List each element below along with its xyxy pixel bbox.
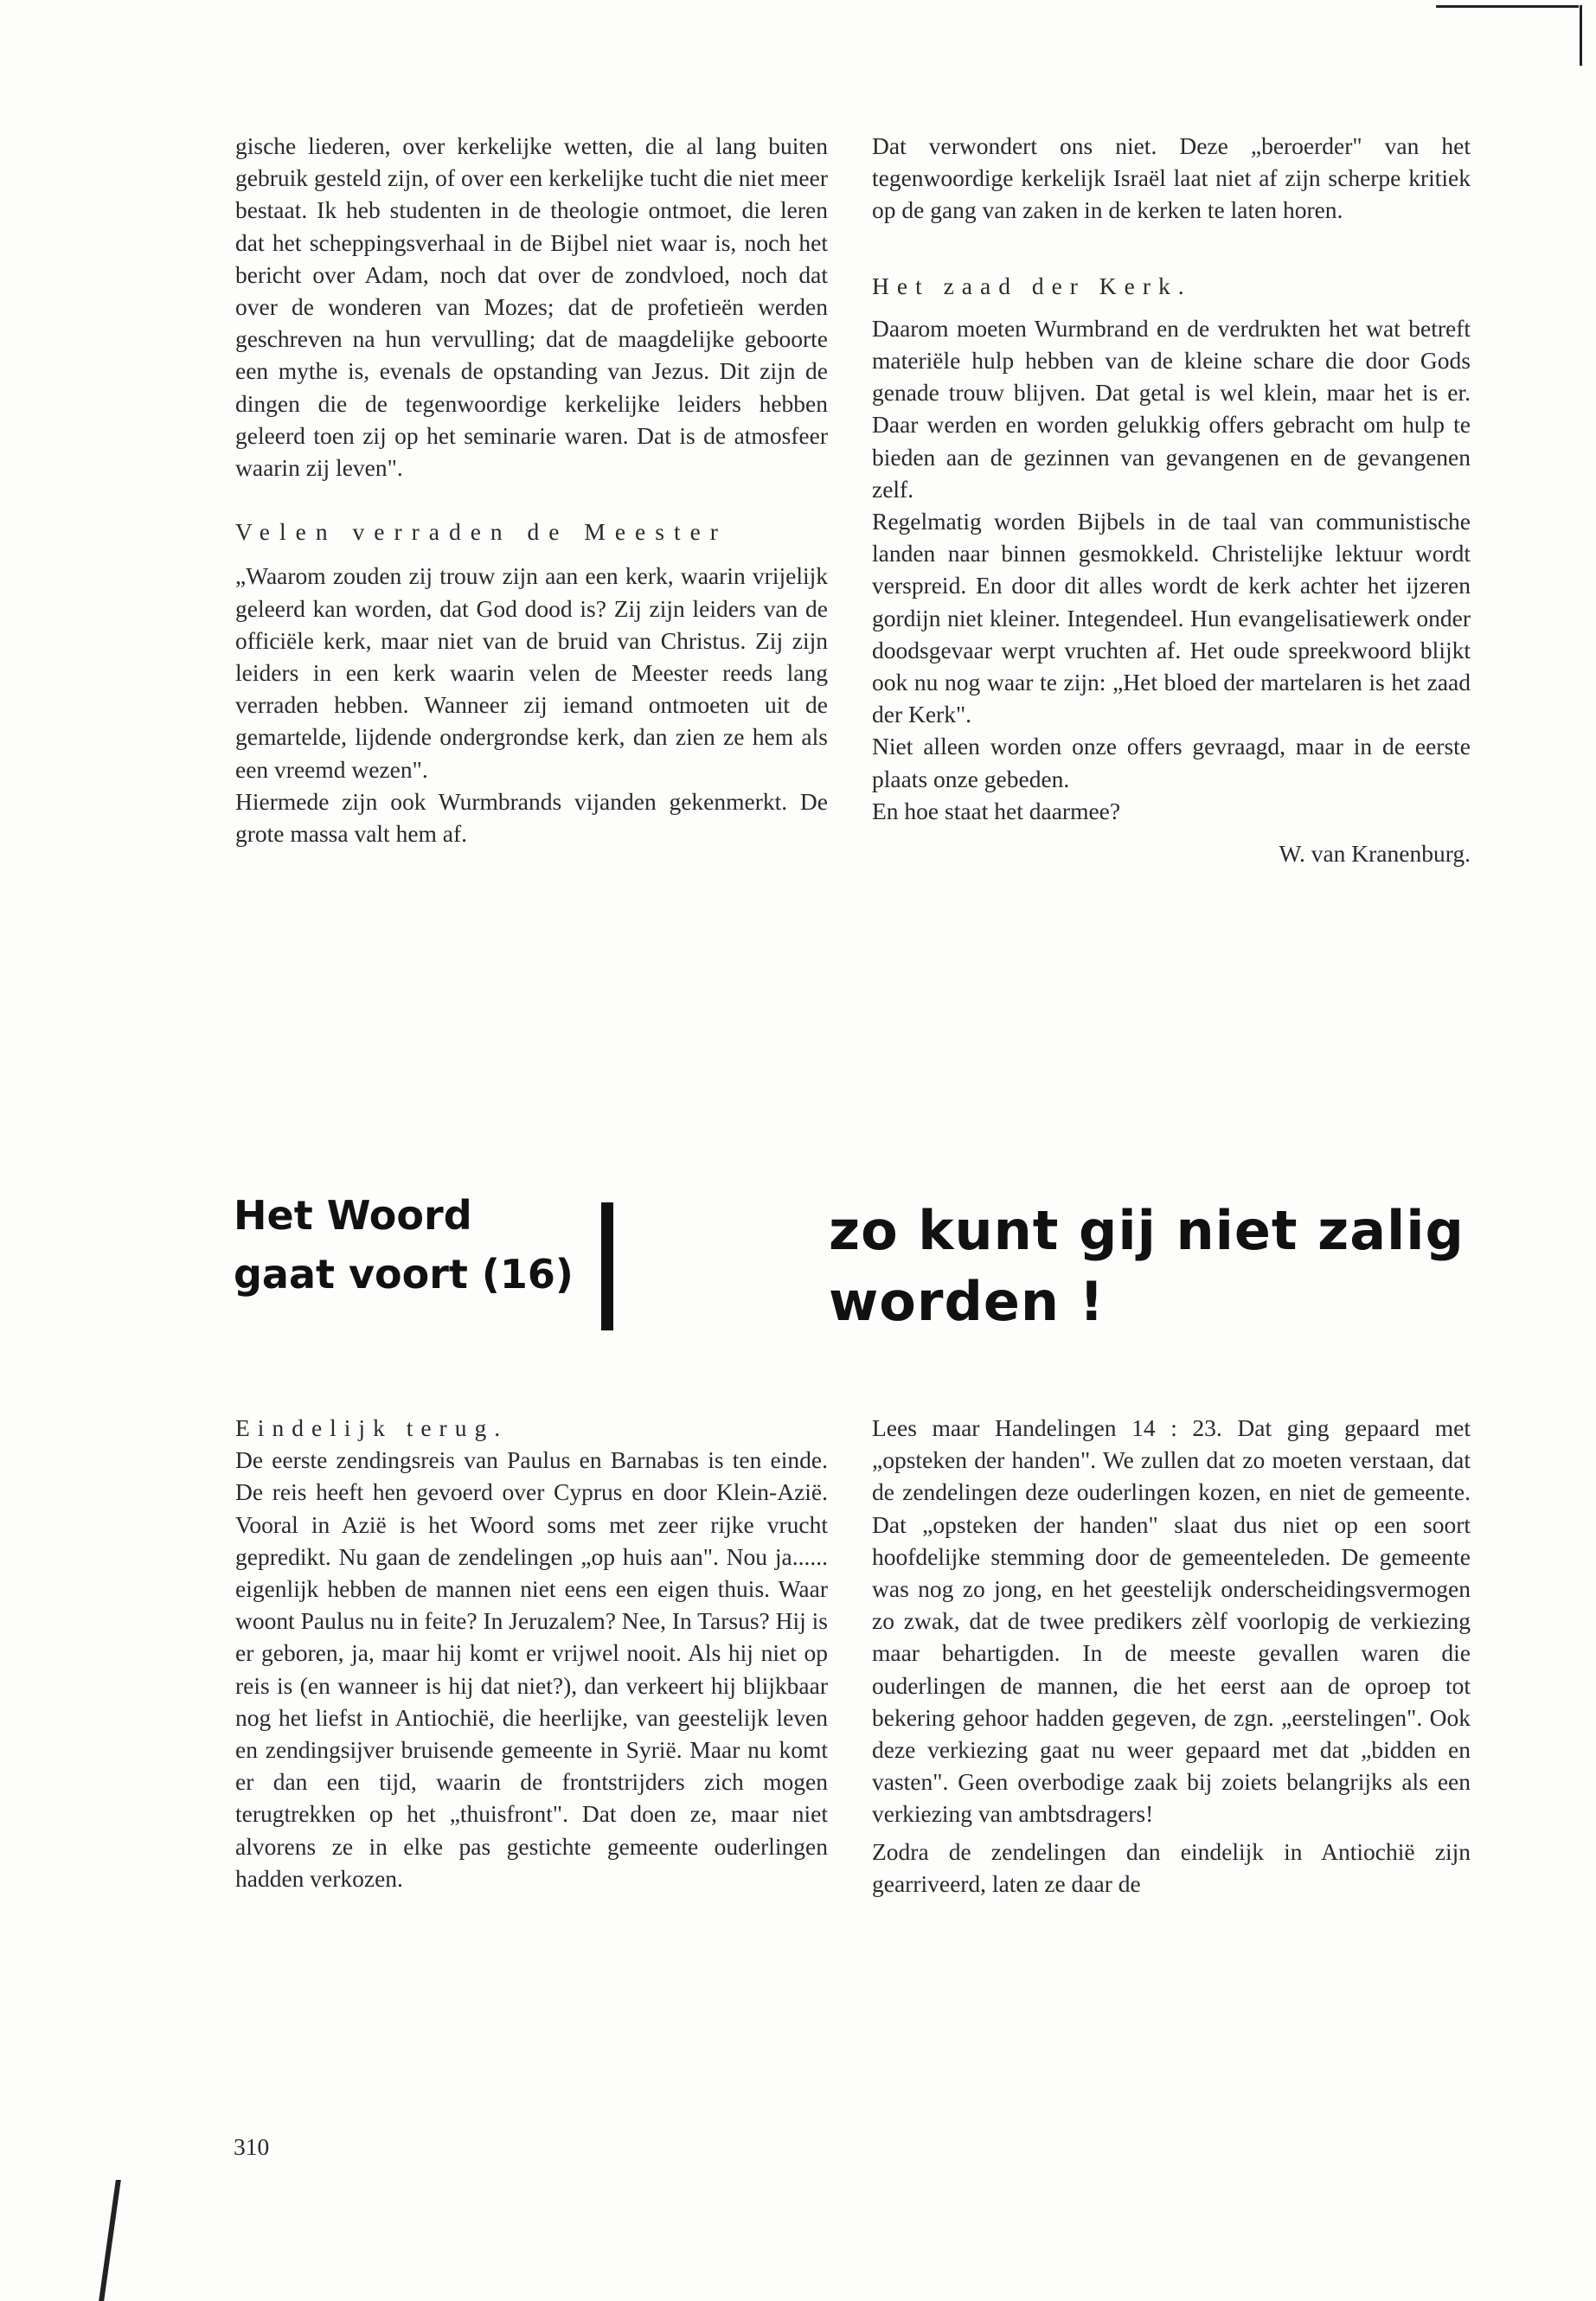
section-heading: Het zaad der Kerk. (872, 272, 1192, 299)
paragraph: gische liederen, over kerkelijke wetten, die al lang buiten gebruik gesteld zijn, of over een kerkelijke tucht die niet meer bestaat. Ik heb studenten in de theologie ontmoet, die leren dat het scheppingsverhaal in de Bijbel niet waar is, noch het bericht over Adam, noch dat over de zondvloed, noch dat over de wonderen van Mozes; dat de profetieën werden geschreven na hun vervulling; dat de maagdelijke geboorte een mythe is, evenals de opstanding van Jezus. Dit zijn de dingen die de tegenwoordige kerkelijke leiders hebben geleerd toen zij op het seminarie waren. Dat is de atmosfeer waarin zij leven". (235, 132, 828, 482)
paragraph: Lees maar Handelingen 14 : 23. Dat ging gepaard met „opsteken der handen". We zullen dat zo moeten verstaan, dat de zendelingen deze ouderlingen kozen, en niet de gemeente. Dat „opsteken der handen" slaat dus niet op een soort hoofdelijke stemming door de gemeenteleden. De gemeente was nog zo jong, en het geestelijk onderscheidingsvermogen zo zwak, dat de twee predikers zèlf voorlopig de verkiezing maar behartigden. In de meeste gevallen waren die ouderlingen de mannen, die het eerst aan de oproep tot bekering gehoor hadden gegeven, de zgn. „eerstelingen". Ook deze verkiezing gaat nu weer gepaard met dat „bidden en vasten". Geen overbodige zaak bij zoiets belangrijks als een verkiezing van ambtsdragers! (872, 1414, 1471, 1828)
scan-edge-top (1436, 5, 1579, 8)
series-title-line2: gaat voort (16) (234, 1251, 574, 1298)
scan-edge-right (1580, 5, 1582, 66)
bottom-right-column (872, 1412, 1471, 1900)
banner-divider (601, 1202, 613, 1330)
top-left-column (235, 130, 828, 849)
section-heading: Velen verraden de Meester (235, 518, 727, 546)
series-title-line1: Het Woord (234, 1192, 472, 1239)
paragraph: De eerste zendingsreis van Paulus en Barnabas is ten einde. De reis heeft hen gevoerd over Cyprus en door Klein-Azië. Vooral in Azië is het Woord soms met zeer rijke vrucht gepredikt. Nu gaan de zendelingen „op huis aan". Nou ja...... eigenlijk hebben de mannen niet eens een eigen thuis. Waar woont Paulus nu in feite? In Jeruzalem? Nee, In Tarsus? Hij is er geboren, ja, maar hij komt er vrijwel nooit. Als hij niet op reis is (en wanneer is hij dat niet?), dan verkeert hij blijkbaar nog het liefst in Antiochië, die heerlijke, van geestelijk leven en zendingsijver bruisende gemeente in Syrië. Maar nu komt er dan een tijd, waarin de frontstrijders zich mogen terugtrekken op het „thuisfront". Dat doen ze, maar niet alvorens ze in elke pas gestichte gemeente ouderlingen hadden verkozen. (235, 1446, 828, 1892)
section-heading: Eindelijk terug. (235, 1414, 509, 1441)
article-title-line2: worden ! (829, 1270, 1105, 1333)
signature: W. van Kranenburg. (1279, 840, 1471, 868)
page-number: 310 (234, 2133, 270, 2160)
paragraph: Hiermede zijn ook Wurmbrands vijanden gekenmerkt. De grote massa valt hem af. (235, 787, 828, 848)
paragraph: Zodra de zendelingen dan eindelijk in Antiochië zijn gearriveerd, laten ze daar de (872, 1837, 1471, 1897)
scan-edge-bottom-left (99, 2180, 121, 2301)
paragraph: Niet alleen worden onze offers gevraagd, maar in de eerste plaats onze gebeden. (872, 733, 1471, 792)
article-title-line1: zo kunt gij niet zalig (829, 1199, 1465, 1262)
paragraph: Regelmatig worden Bijbels in de taal van communistische landen naar binnen gesmokkeld. Christelijke lektuur wordt verspreid. En door dit alles wordt de kerk achter het ijzeren gordijn niet kleiner. Integendeel. Hun evangelisatiewerk onder doodsgevaar werpt vruchten af. Het oude spreekwoord blijkt ook nu nog waar te zijn: „Het bloed der martelaren is het zaad der Kerk". (872, 508, 1471, 728)
top-right-column (872, 130, 1471, 869)
paragraph: Dat verwondert ons niet. Deze „beroerder" van het tegenwoordige kerkelijk Israël laat niet af zijn scherpe kritiek op de gang van zaken in de kerken te laten horen. (872, 132, 1471, 224)
bottom-left-column (235, 1412, 828, 1894)
paragraph: En hoe staat het daarmee? (872, 797, 1121, 824)
paragraph: Daarom moeten Wurmbrand en de verdrukten het wat betreft materiële hulp hebben van de kleine schare die door Gods genade trouw blijven. Dat getal is wel klein, maar het is er. Daar werden en worden gelukkig offers gebracht om hulp te bieden aan de gezinnen van gevangenen en de gevangenen zelf. (872, 314, 1471, 503)
paragraph: „Waarom zouden zij trouw zijn aan een kerk, waarin vrijelijk geleerd kan worden, dat God dood is? Zij zijn leiders van de officiële kerk, maar niet van de bruid van Christus. Zij zijn leiders in een kerk waarin velen de Meester reeds lang verraden hebben. Wanneer zij iemand ontmoeten uit de gemartelde, lijdende ondergrondse kerk, dan zien ze hem als een vreemd wezen". (235, 562, 828, 783)
